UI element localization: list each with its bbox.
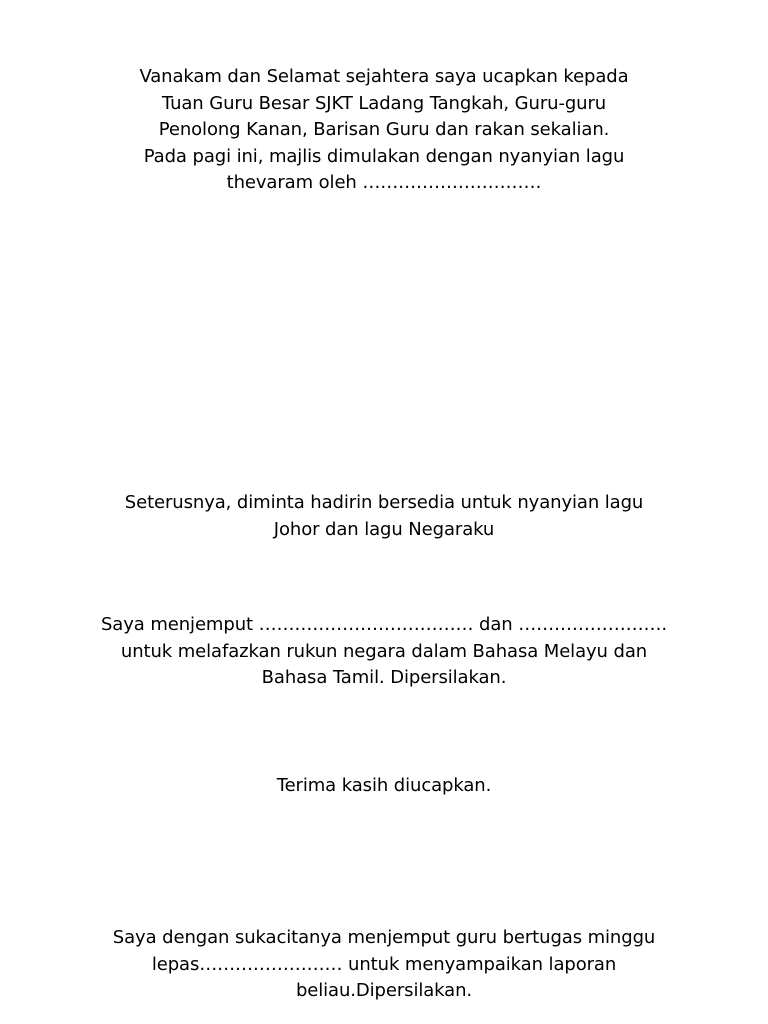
text-line: Saya dengan sukacitanya menjemput guru bertugas minggu [112, 927, 656, 948]
thank-you-paragraph [60, 773, 708, 800]
text-line: Terima kasih diucapkan. [276, 775, 492, 796]
text-line: Bahasa Tamil. Dipersilakan. [261, 667, 507, 688]
text-line: untuk melafazkan rukun negara dalam Bahasa Melayu dan [120, 640, 648, 662]
text-line: lepas…………………… untuk menyampaikan laporan [151, 953, 617, 975]
text-line: Vanakam dan Selamat sejahtera saya ucapkan kepada [139, 66, 629, 87]
anthem-paragraph [60, 490, 708, 543]
text-line: beliau.Dipersilakan. [295, 980, 473, 1001]
text-line: Seterusnya, diminta hadirin bersedia untuk nyanyian lagu [124, 492, 644, 513]
text-line: Tuan Guru Besar SJKT Ladang Tangkah, Guru-guru [161, 92, 607, 114]
text-line: Saya menjemput ……………………………… dan ……………………. [100, 614, 668, 635]
text-line: Penolong Kanan, Barisan Guru dan rakan sekalian. [158, 119, 610, 140]
opening-greeting-paragraph [60, 64, 708, 197]
rukun-negara-paragraph [60, 612, 708, 692]
duty-teacher-report-paragraph [60, 925, 708, 1005]
text-line: Pada pagi ini, majlis dimulakan dengan nyanyian lagu [143, 145, 625, 167]
text-line: Johor dan lagu Negaraku [273, 518, 495, 540]
text-line: thevaram oleh ………………………… [226, 172, 542, 193]
